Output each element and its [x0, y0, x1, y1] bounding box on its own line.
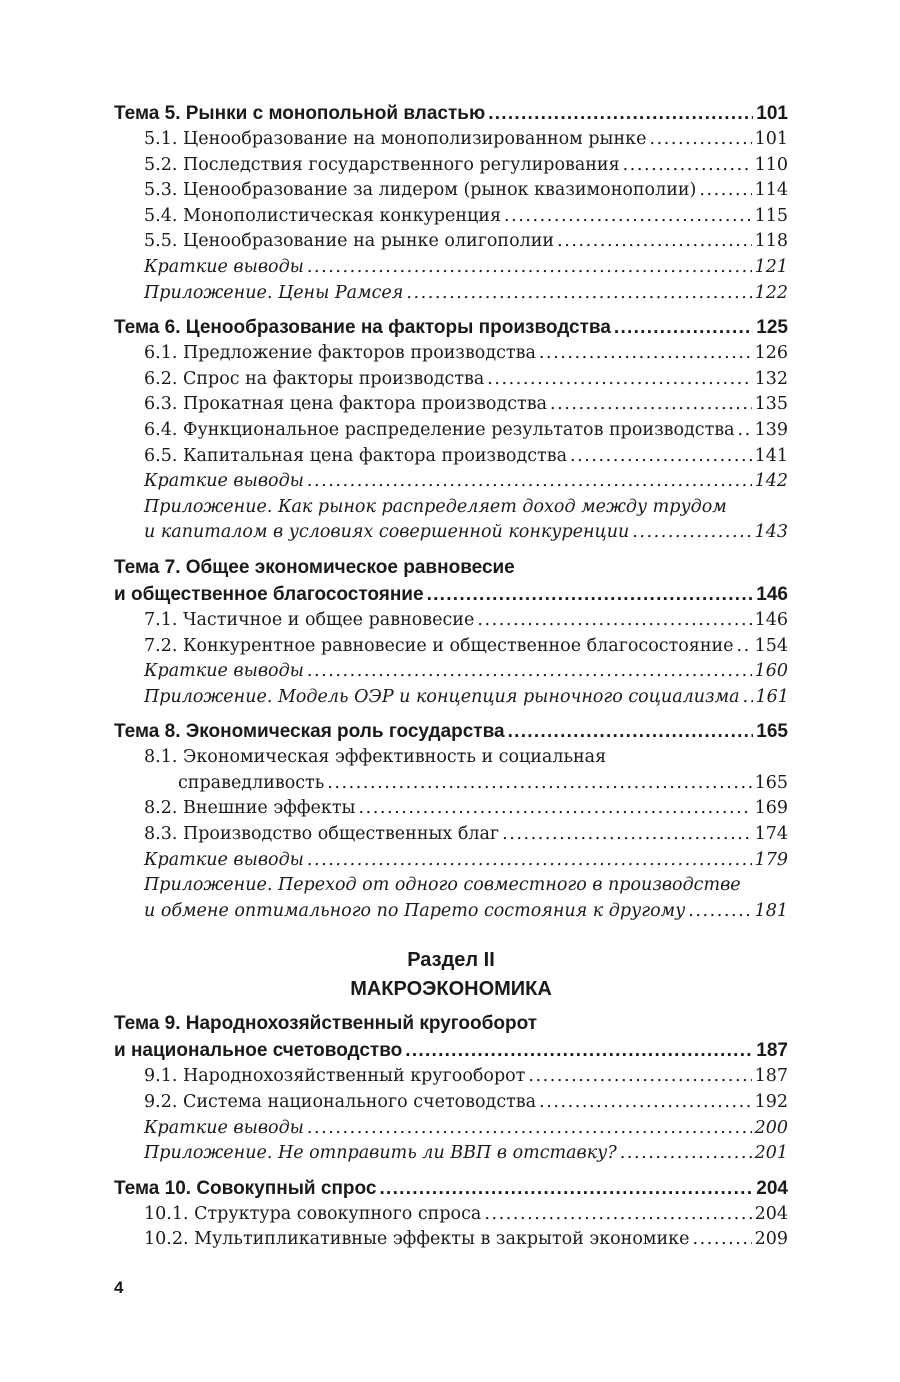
dot-leader	[623, 153, 752, 179]
toc-topic-title: Тема 7. Общее экономическое равновесие	[114, 556, 515, 578]
dot-leader	[379, 1175, 753, 1202]
toc-page-number: 114	[754, 180, 788, 201]
toc-page-number: 146	[754, 609, 788, 630]
toc-page-number: 132	[754, 368, 788, 389]
toc-topic-heading-line1[interactable]	[114, 1010, 788, 1037]
toc-entry[interactable]	[114, 153, 788, 179]
dot-leader	[307, 469, 752, 495]
toc-entry-text: 5.4. Монополистическая конкуренция	[144, 205, 501, 226]
toc-page-number: 187	[754, 1066, 788, 1087]
toc-page-number: 154	[754, 635, 788, 656]
toc-page-number: 200	[754, 1117, 788, 1138]
table-of-contents	[114, 100, 788, 1253]
dot-leader	[307, 848, 752, 874]
dot-leader	[528, 1064, 751, 1090]
section-label: Раздел II	[407, 949, 495, 972]
dot-leader	[405, 1037, 753, 1064]
toc-page-number: 143	[754, 522, 788, 543]
toc-entry-text: 6.2. Спрос на факторы производства	[144, 368, 485, 389]
toc-topic-10	[114, 1175, 788, 1253]
toc-page-number: 122	[754, 282, 788, 303]
toc-topic-heading[interactable]	[114, 1175, 788, 1202]
dot-leader	[307, 255, 752, 281]
dot-leader	[688, 899, 751, 925]
toc-entry[interactable]	[114, 178, 788, 204]
toc-topic-title: Тема 5. Рынки с монопольной властью	[114, 103, 486, 124]
dot-leader	[427, 581, 754, 608]
toc-entry-text: Приложение. Как рынок распределяет доход между трудом	[144, 496, 727, 517]
dot-leader	[484, 1202, 751, 1228]
toc-entry-text: 5.2. Последствия государственного регулирования	[144, 154, 620, 175]
toc-entry-summary[interactable]	[114, 1116, 788, 1142]
toc-entry[interactable]	[114, 1202, 788, 1228]
toc-topic-9	[114, 1010, 788, 1166]
toc-entry[interactable]	[114, 634, 788, 660]
toc-entry-appendix-line2[interactable]	[114, 520, 788, 546]
toc-entry-appendix-line1[interactable]	[114, 873, 788, 899]
toc-page-number: 181	[754, 900, 788, 921]
toc-entry-appendix-line2[interactable]	[114, 899, 788, 925]
toc-topic-heading-line1[interactable]	[114, 554, 788, 581]
toc-topic-title: Тема 8. Экономическая роль государства	[114, 721, 505, 743]
toc-entry-text: Приложение. Цены Рамсея	[144, 282, 404, 303]
toc-entry-text: 7.1. Частичное и общее равновесие	[144, 609, 475, 630]
dot-leader	[504, 204, 752, 230]
page-number: 4	[114, 1278, 124, 1297]
toc-entry-line1[interactable]	[114, 745, 788, 771]
dot-leader	[508, 718, 754, 745]
toc-entry-text: 6.5. Капитальная цена фактора производства	[144, 445, 568, 466]
toc-entry-text: Краткие выводы	[144, 661, 304, 682]
toc-topic-8	[114, 718, 788, 924]
toc-entry-text: 9.2. Система национального счетоводства	[144, 1092, 537, 1113]
toc-entry[interactable]	[114, 204, 788, 230]
toc-entry-text: 6.1. Предложение факторов производства	[144, 343, 536, 364]
toc-entry[interactable]	[114, 1064, 788, 1090]
dot-leader	[743, 685, 753, 711]
dot-leader	[699, 178, 751, 204]
toc-entry-appendix-line1[interactable]	[114, 495, 788, 521]
toc-page-number: 165	[754, 772, 788, 793]
toc-topic-heading-line2[interactable]	[114, 581, 788, 608]
toc-entry[interactable]	[114, 1090, 788, 1116]
toc-page-number: 179	[754, 849, 788, 870]
toc-page-number: 169	[754, 798, 788, 819]
toc-entry-text: 6.3. Прокатная цена фактора производства	[144, 394, 548, 415]
toc-entry-text: 5.3. Ценообразование за лидером (рынок квазимонополии)	[144, 180, 697, 201]
toc-page-number: 174	[754, 824, 788, 845]
toc-topic-title: Тема 10. Совокупный спрос	[114, 1177, 377, 1199]
section-title: МАКРОЭКОНОМИКА	[350, 978, 552, 1001]
toc-entry-text: 6.4. Функциональное распределение результатов производства	[144, 419, 735, 440]
dot-leader	[539, 1090, 752, 1116]
toc-entry-summary[interactable]	[114, 255, 788, 281]
toc-entry-summary[interactable]	[114, 659, 788, 685]
toc-entry-text: Приложение. Не отправить ли ВВП в отставку?	[144, 1143, 617, 1164]
toc-topic-title: Тема 6. Ценообразование на факторы производства	[114, 317, 611, 339]
toc-entry[interactable]	[114, 418, 788, 444]
toc-topic-heading[interactable]	[114, 314, 788, 341]
toc-entry-summary[interactable]	[114, 469, 788, 495]
toc-topic-heading[interactable]	[114, 100, 788, 127]
toc-page-number: 209	[754, 1229, 788, 1250]
toc-entry[interactable]	[114, 444, 788, 470]
toc-topic-title: и национальное счетоводство	[114, 1040, 403, 1062]
toc-entry[interactable]	[114, 822, 788, 848]
toc-entry[interactable]	[114, 608, 788, 634]
toc-entry[interactable]	[114, 796, 788, 822]
dot-leader	[649, 127, 751, 153]
toc-entry[interactable]	[114, 127, 788, 153]
toc-entry-text: Краткие выводы	[144, 471, 304, 492]
dot-leader	[307, 659, 752, 685]
toc-page-number: 110	[754, 154, 788, 175]
toc-page-number: 101	[754, 129, 788, 149]
toc-entry[interactable]	[114, 392, 788, 418]
dot-leader	[614, 314, 753, 341]
toc-page-number: 139	[754, 419, 788, 440]
dot-leader	[570, 444, 752, 470]
toc-entry-text: 5.1. Ценообразование на монополизированном рынке	[144, 129, 647, 149]
toc-entry-text: 7.2. Конкурентное равновесие и общественное благосостояние	[144, 635, 734, 656]
toc-entry-text: Краткие выводы	[144, 1117, 304, 1138]
dot-leader	[738, 418, 752, 444]
toc-entry[interactable]	[114, 341, 788, 367]
toc-entry-text: Краткие выводы	[144, 256, 304, 277]
dot-leader	[632, 520, 751, 546]
toc-entry-summary[interactable]	[114, 848, 788, 874]
toc-page-number: 204	[754, 1203, 788, 1224]
dot-leader	[737, 634, 752, 660]
toc-topic-5	[114, 100, 788, 306]
toc-entry-text: 9.1. Народнохозяйственный кругооборот	[144, 1066, 526, 1087]
toc-entry-text: Приложение. Переход от одного совместного в производстве	[144, 875, 741, 896]
dot-leader	[550, 392, 752, 418]
toc-page-number: 135	[754, 394, 788, 415]
dot-leader	[487, 367, 751, 393]
toc-page-number: 118	[754, 231, 788, 252]
toc-page-number: 146	[756, 583, 788, 605]
dot-leader	[406, 281, 751, 307]
toc-entry-text: 5.5. Ценообразование на рынке олигополии	[144, 231, 555, 252]
toc-entry[interactable]	[114, 1227, 788, 1253]
toc-entry-text: Приложение. Модель ОЭР и концепция рыночного социализма	[144, 686, 740, 707]
toc-page-number: 187	[756, 1040, 788, 1062]
dot-leader	[477, 608, 751, 634]
toc-page-number: 204	[756, 1177, 788, 1199]
toc-page-number: 141	[754, 445, 788, 466]
toc-topic-7	[114, 554, 788, 710]
toc-entry-text: 8.2. Внешние эффекты	[144, 798, 356, 819]
toc-entry-text: справедливость	[178, 772, 325, 793]
toc-page-number: 161	[755, 686, 789, 707]
dot-leader	[620, 1141, 752, 1167]
toc-topic-heading[interactable]	[114, 718, 788, 745]
toc-entry-text: и капиталом в условиях совершенной конкуренции	[144, 522, 630, 543]
toc-page-number: 125	[756, 317, 788, 339]
toc-page-number: 126	[754, 343, 788, 364]
toc-entry-text: 8.3. Производство общественных благ	[144, 824, 500, 845]
toc-page-number: 121	[754, 256, 788, 277]
toc-entry-text: Краткие выводы	[144, 849, 304, 870]
toc-entry-line2[interactable]	[114, 771, 788, 797]
dot-leader	[557, 229, 752, 255]
dot-leader	[307, 1116, 752, 1142]
dot-leader	[488, 100, 753, 127]
toc-entry-appendix[interactable]	[114, 1141, 788, 1167]
dot-leader	[358, 796, 751, 822]
toc-topic-title: Тема 9. Народнохозяйственный кругооборот	[114, 1013, 538, 1035]
toc-page-number: 160	[754, 661, 788, 682]
toc-page-number: 101	[756, 103, 788, 124]
dot-leader	[539, 341, 752, 367]
toc-entry-text: 10.1. Структура совокупного спроса	[144, 1203, 482, 1224]
toc-entry-text: 8.1. Экономическая эффективность и социальная	[144, 747, 607, 768]
section-heading	[114, 946, 788, 1004]
toc-topic-title: и общественное благосостояние	[114, 583, 424, 605]
toc-entry-text: и обмене оптимального по Парето состояния к другому	[144, 900, 686, 921]
toc-topic-heading-line2[interactable]	[114, 1037, 788, 1064]
dot-leader	[692, 1227, 751, 1253]
toc-entry[interactable]	[114, 229, 788, 255]
toc-entry[interactable]	[114, 367, 788, 393]
toc-page-number: 192	[754, 1092, 788, 1113]
toc-page-number: 142	[754, 471, 788, 492]
toc-page-number: 115	[754, 205, 788, 226]
toc-entry-text: 10.2. Мультипликативные эффекты в закрытой экономике	[144, 1229, 690, 1250]
toc-topic-6	[114, 314, 788, 546]
toc-page-number: 165	[756, 721, 788, 743]
dot-leader	[502, 822, 752, 848]
dot-leader	[327, 771, 751, 797]
toc-entry-appendix[interactable]	[114, 281, 788, 307]
toc-entry-appendix[interactable]	[114, 685, 788, 711]
toc-page-number: 201	[754, 1143, 788, 1164]
